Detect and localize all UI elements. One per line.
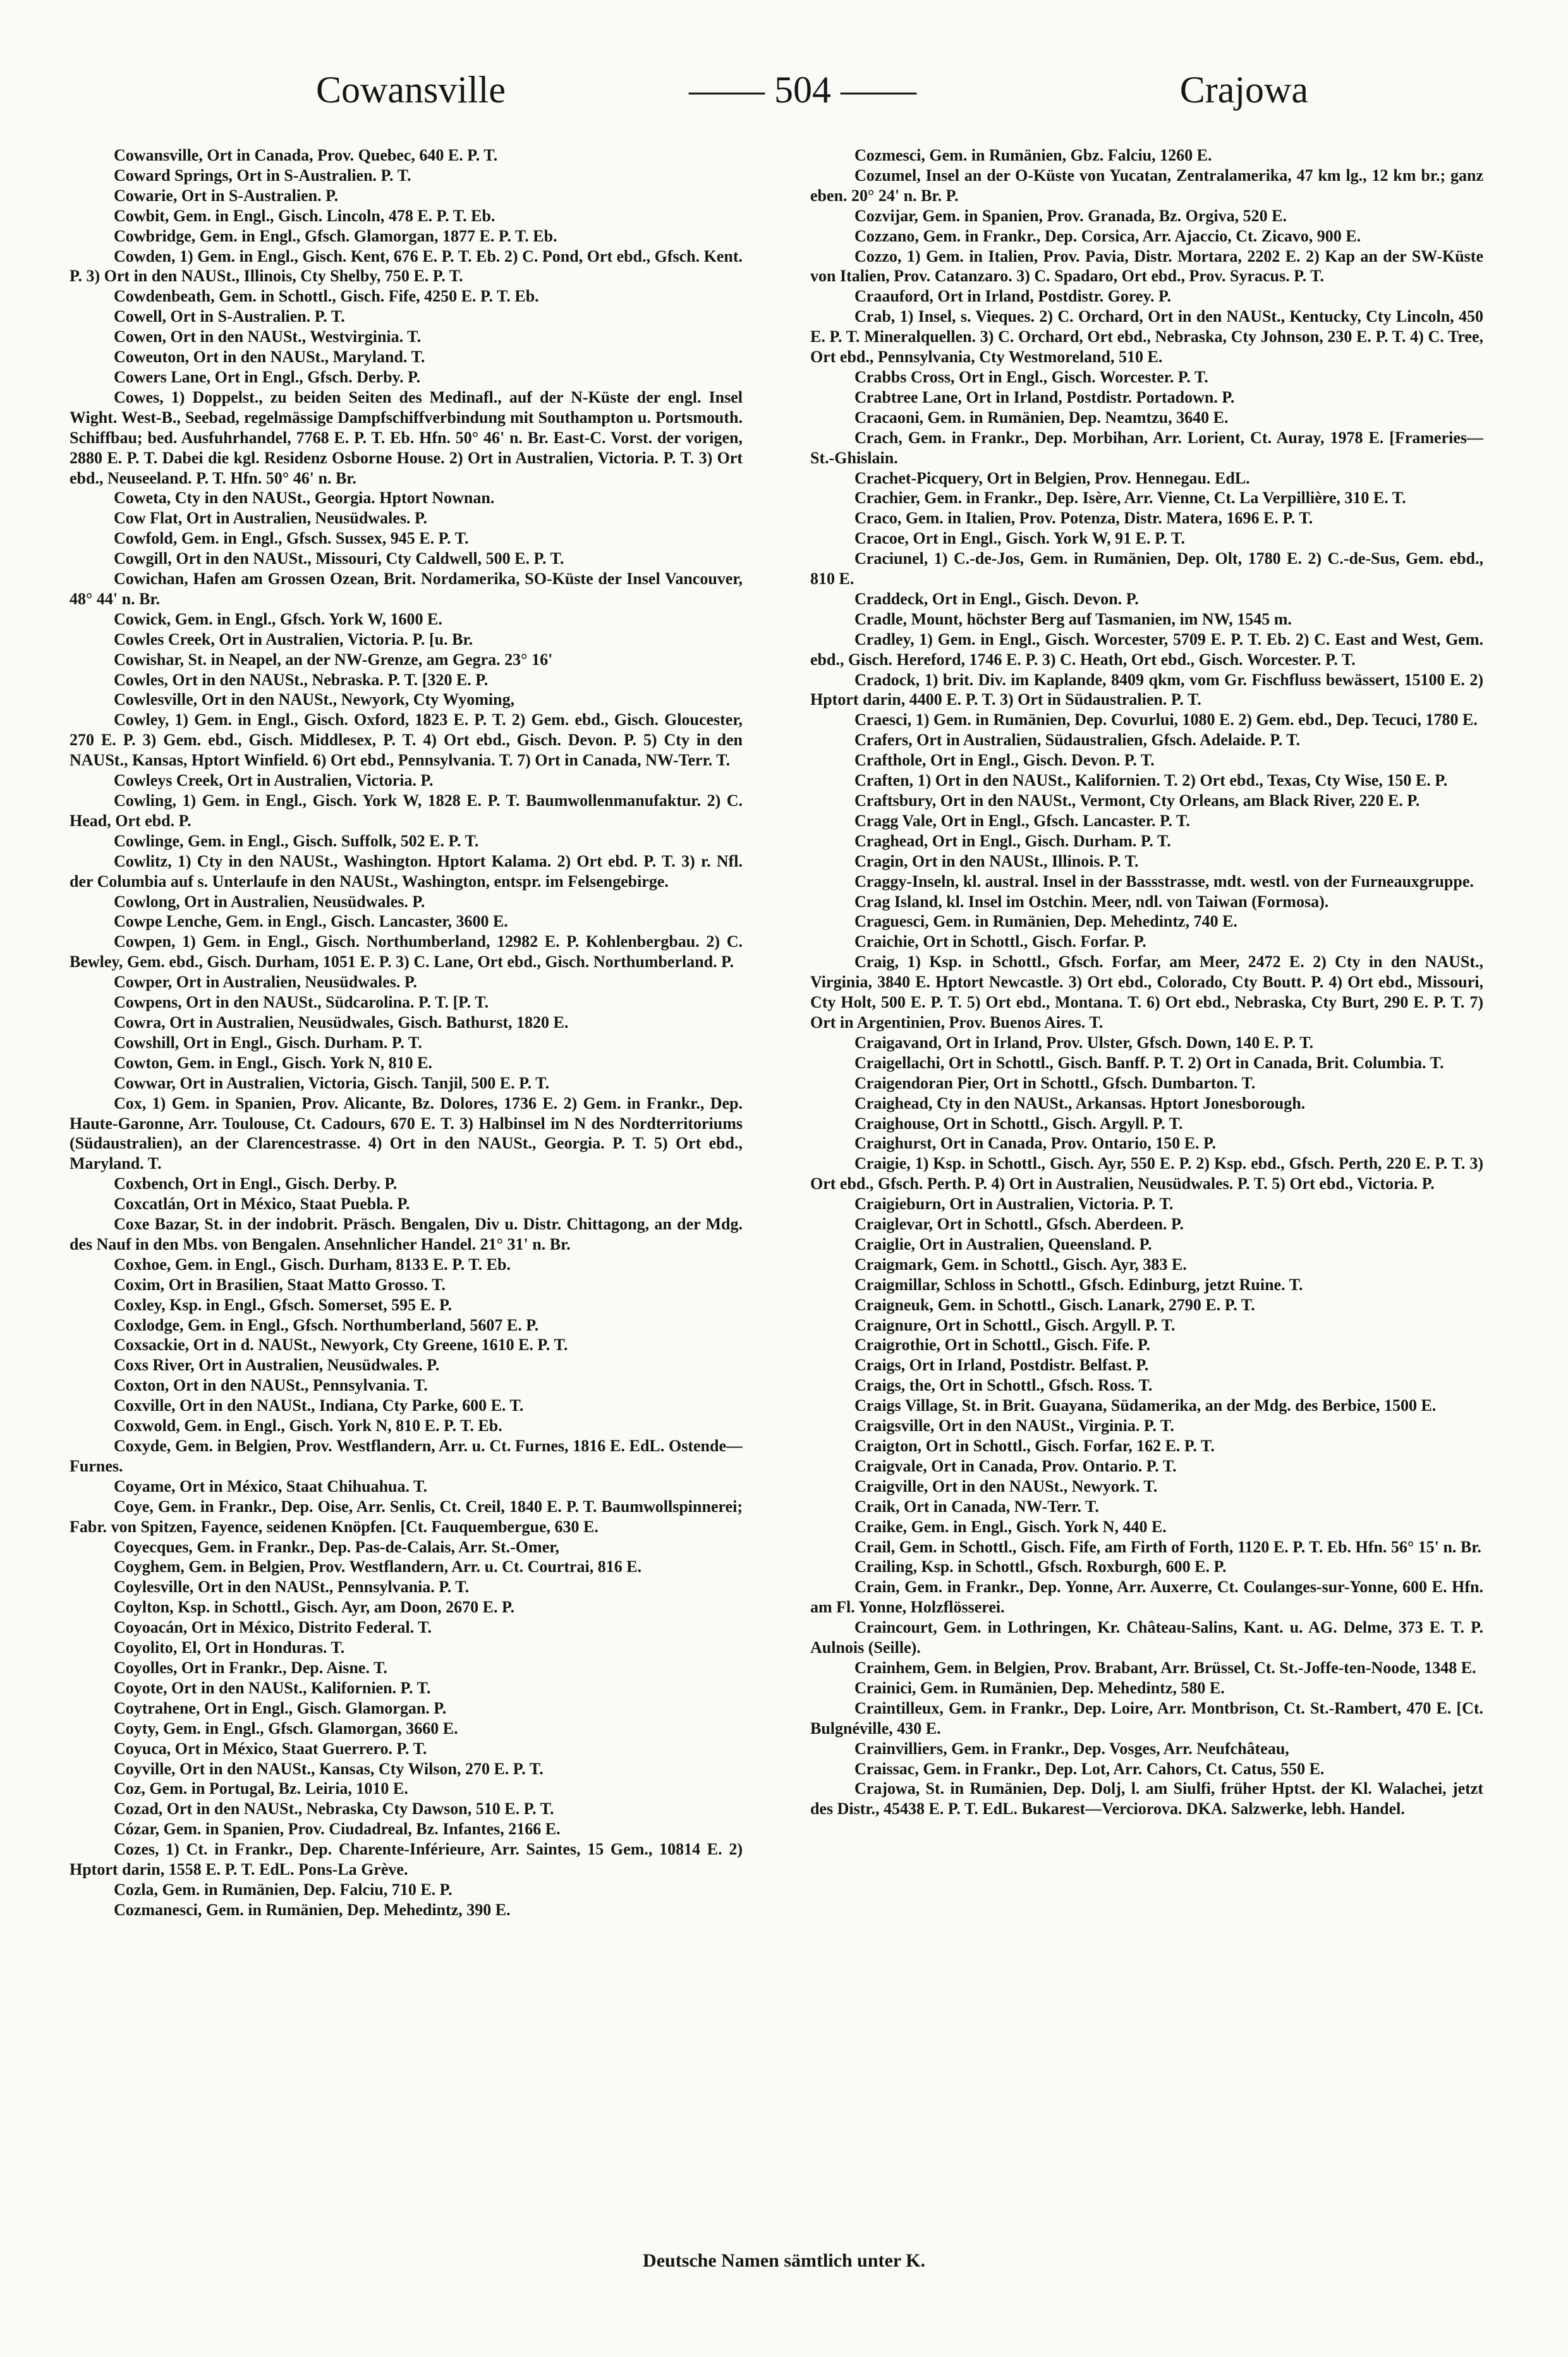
entry: Coyolito, El, Ort in Honduras. T. — [114, 1638, 345, 1657]
entry: Cowden, 1) Gem. in Engl., Gisch. Kent, 676 E. P. T. Eb. 2) C. Pond, Ort ebd., Gfsch. Kent. P. 3) Ort in den NAUSt., Illinois, Cty Shelby, 750 E. P. T. — [70, 247, 743, 286]
entry: Coxville, Ort in den NAUSt., Indiana, Cty Parke, 600 E. T. — [114, 1396, 524, 1415]
entry: Craig, 1) Ksp. in Schottl., Gfsch. Forfar, am Meer, 2472 E. 2) Cty in den NAUSt., Virginia, 3840 E. Hptort Newcastle. 3) Ort ebd., Colorado, Cty Boutt. P. 4) Ort ebd., Missouri, Cty Holt, 500 E. P. T. 5) Ort ebd., Montana. T. 6) Ort ebd., Nebraska, Cty Burt, 290 E. P. T. 7) Ort in Argentinien, Prov. Buenos Aires. T. — [810, 953, 1483, 1032]
entry: Craftsbury, Ort in den NAUSt., Vermont, Cty Orleans, am Black River, 220 E. P. — [854, 791, 1420, 810]
entry: Crab, 1) Insel, s. Vieques. 2) C. Orchard, Ort in den NAUSt., Kentucky, Cty Lincoln, 450 E. P. T. Mineralquellen. 3) C. Orchard, Ort ebd., Nebraska, Cty Johnson, 230 E. P. T. 4) C. Tree, Ort ebd., Pennsylvania, Cty Westmoreland, 510 E. — [810, 307, 1483, 367]
entry: Coz, Gem. in Portugal, Bz. Leiria, 1010 E. — [114, 1779, 408, 1798]
entry: Craighurst, Ort in Canada, Prov. Ontario, 150 E. P. — [854, 1134, 1217, 1153]
entry: Craigs Village, St. in Brit. Guayana, Südamerika, an der Mdg. des Berbice, 1500 E. — [854, 1396, 1437, 1415]
entry: Cozvijar, Gem. in Spanien, Prov. Granada, Bz. Orgiva, 520 E. — [854, 206, 1287, 225]
entry: Craauford, Ort in Irland, Postdistr. Gorey. P. — [854, 287, 1172, 306]
entry: Coward Springs, Ort in S-Australien. P. T. — [114, 166, 411, 185]
entry: Craigville, Ort in den NAUSt., Newyork. T. — [854, 1477, 1158, 1495]
entry: Craintilleux, Gem. in Frankr., Dep. Loire, Arr. Montbrison, Ct. St.-Rambert, 470 E. [Ct. Bulgnéville, 430 E. — [810, 1698, 1483, 1738]
entry: Coylesville, Ort in den NAUSt., Pennsylvania. P. T. — [114, 1578, 470, 1597]
entry: Cozmanesci, Gem. in Rumänien, Dep. Mehedintz, 390 E. — [114, 1900, 511, 1919]
entry: Coxim, Ort in Brasilien, Staat Matto Grosso. T. — [114, 1275, 446, 1294]
entry: Cowra, Ort in Australien, Neusüdwales, Gisch. Bathurst, 1820 E. — [114, 1013, 569, 1032]
entry: Craesci, 1) Gem. in Rumänien, Dep. Covurlui, 1080 E. 2) Gem. ebd., Dep. Tecuci, 1780 E. — [854, 710, 1478, 729]
entry: Craike, Gem. in Engl., Gisch. York N, 440 E. — [854, 1517, 1167, 1536]
entry: Cowichan, Hafen am Grossen Ozean, Brit. Nordamerika, SO-Küste der Insel Vancouver, 48° 44' n. Br. — [70, 569, 743, 608]
entry: Craissac, Gem. in Frankr., Dep. Lot, Arr. Cahors, Ct. Catus, 550 E. — [854, 1759, 1325, 1778]
entry: Coxbench, Ort in Engl., Gisch. Derby. P. — [114, 1174, 398, 1193]
entry: Cowlesville, Ort in den NAUSt., Newyork, Cty Wyoming, — [114, 690, 515, 709]
entry: Cowfold, Gem. in Engl., Gfsch. Sussex, 945 E. P. T. — [114, 529, 469, 548]
entry: Craiglevar, Ort in Schottl., Gfsch. Aberdeen. P. — [854, 1215, 1184, 1234]
entry: Coxe Bazar, St. in der indobrit. Präsch. Bengalen, Div u. Distr. Chittagong, an der Mdg. des Nauf in den Mbs. von Bengalen. Ansehnlicher Handel. 21° 31' n. Br. — [70, 1215, 743, 1253]
entry: Crajowa, St. in Rumänien, Dep. Dolj, l. am Siulfi, früher Hptst. der Kl. Walachei, jetzt des Distr., 45438 E. P. T. EdL. Bukarest—Verciorova. DKA. Salzwerke, lebh. Handel. — [810, 1779, 1483, 1818]
entry: Craguesci, Gem. in Rumänien, Dep. Mehedintz, 740 E. — [854, 912, 1237, 931]
entry: Crafthole, Ort in Engl., Gisch. Devon. P. T. — [854, 751, 1155, 770]
entry: Cozad, Ort in den NAUSt., Nebraska, Cty Dawson, 510 E. P. T. — [114, 1800, 554, 1818]
entry: Coyville, Ort in den NAUSt., Kansas, Cty Wilson, 270 E. P. T. — [114, 1759, 544, 1778]
entry: Crainici, Gem. in Rumänien, Dep. Mehedintz, 580 E. — [854, 1678, 1225, 1697]
entry: Crag Island, kl. Insel im Ostchin. Meer, ndl. von Taiwan (Formosa). — [854, 892, 1329, 911]
entry: Craigmillar, Schloss in Schottl., Gfsch. Edinburg, jetzt Ruine. T. — [854, 1275, 1303, 1294]
page-footer-note: Deutsche Namen sämtlich unter K. — [643, 2250, 925, 2271]
entry: Cradle, Mount, höchster Berg auf Tasmanien, im NW, 1545 m. — [854, 609, 1292, 628]
entry: Coxhoe, Gem. in Engl., Gisch. Durham, 8133 E. P. T. Eb. — [114, 1255, 511, 1274]
entry: Cowling, 1) Gem. in Engl., Gisch. York W, 1828 E. P. T. Baumwollenmanufaktur. 2) C. Head, Ort ebd. P. — [70, 791, 743, 830]
entry: Craigavand, Ort in Irland, Prov. Ulster, Gfsch. Down, 140 E. P. T. — [854, 1033, 1314, 1052]
entry: Crainhem, Gem. in Belgien, Prov. Brabant, Arr. Brüssel, Ct. St.-Joffe-ten-Noode, 1348 E. — [854, 1658, 1476, 1677]
entry: Cowishar, St. in Neapel, an der NW-Grenze, am Gegra. 23° 16' — [114, 650, 553, 669]
entry: Crainvilliers, Gem. in Frankr., Dep. Vosges, Arr. Neufchâteau, — [854, 1739, 1289, 1758]
entry: Coyolles, Ort in Frankr., Dep. Aisne. T. — [114, 1658, 387, 1677]
header-last-entry: Crajowa — [1179, 69, 1308, 111]
entry: Cowarie, Ort in S-Australien. P. — [114, 186, 339, 205]
entry: Cowley, 1) Gem. in Engl., Gisch. Oxford, 1823 E. P. T. 2) Gem. ebd., Gisch. Gloucester, 270 E. P. 3) Gem. ebd., Gisch. Middlesex, P. T. 4) Ort ebd., Gisch. Devon. P. 5) Cty in den NAUSt., Kansas, Hptort Winfield. 6) Ort ebd., Pennsylvania. T. 7) Ort in Canada, NW-Terr. T. — [70, 710, 743, 770]
entry: Crachet-Picquery, Ort in Belgien, Prov. Hennegau. EdL. — [854, 468, 1250, 487]
entry: Cradock, 1) brit. Div. im Kaplande, 8409 qkm, vom Gr. Fischfluss bewässert, 15100 E. 2) Hptort darin, 4400 E. P. T. 3) Ort in Südaustralien. P. T. — [810, 670, 1483, 709]
entry: Craigs, the, Ort in Schottl., Gfsch. Ross. T. — [854, 1376, 1153, 1395]
entry: Craiglie, Ort in Australien, Queensland. P. — [854, 1234, 1152, 1253]
left-column — [70, 145, 743, 2231]
entry: Cozzano, Gem. in Frankr., Dep. Corsica, Arr. Ajaccio, Ct. Zicavo, 900 E. — [854, 226, 1361, 245]
entry: Coxton, Ort in den NAUSt., Pennsylvania. T. — [114, 1376, 428, 1395]
entry: Crach, Gem. in Frankr., Dep. Morbihan, Arr. Lorient, Ct. Auray, 1978 E. [Frameries—St.-Ghislain. — [810, 428, 1483, 467]
entry: Cow Flat, Ort in Australien, Neusüdwales. P. — [114, 509, 427, 528]
entry: Cowpen, 1) Gem. in Engl., Gisch. Northumberland, 12982 E. P. Kohlenbergbau. 2) C. Bewley, Gem. ebd., Gisch. Durham, 1051 E. P. 3) C. Lane, Ort ebd., Gisch. Northumberland. P. — [70, 932, 743, 971]
entry: Crafers, Ort in Australien, Südaustralien, Gfsch. Adelaide. P. T. — [854, 731, 1301, 750]
entry: Craigs, Ort in Irland, Postdistr. Belfast. P. — [854, 1356, 1149, 1375]
entry: Craco, Gem. in Italien, Prov. Potenza, Distr. Matera, 1696 E. P. T. — [854, 509, 1313, 528]
entry: Craigendoran Pier, Ort in Schottl., Gfsch. Dumbarton. T. — [854, 1073, 1256, 1092]
entry: Cózar, Gem. in Spanien, Prov. Ciudadreal, Bz. Infantes, 2166 E. — [114, 1820, 561, 1839]
entry: Coxley, Ksp. in Engl., Gfsch. Somerset, 595 E. P. — [114, 1295, 452, 1314]
entry: Craigvale, Ort in Canada, Prov. Ontario. P. T. — [854, 1456, 1177, 1475]
entry: Crain, Gem. in Frankr., Dep. Yonne, Arr. Auxerre, Ct. Coulanges-sur-Yonne, 600 E. Hfn. am Fl. Yonne, Holzflösserei. — [810, 1578, 1483, 1617]
entry: Cradley, 1) Gem. in Engl., Gisch. Worcester, 5709 E. P. T. Eb. 2) C. East and West, Gem. ebd., Gisch. Hereford, 1746 E. P. 3) C. Heath, Ort ebd., Gisch. Worcester. P. T. — [810, 630, 1483, 669]
entry: Cozla, Gem. in Rumänien, Dep. Falciu, 710 E. P. — [114, 1880, 453, 1899]
entry: Coxs River, Ort in Australien, Neusüdwales. P. — [114, 1356, 440, 1375]
entry: Craften, 1) Ort in den NAUSt., Kalifornien. T. 2) Ort ebd., Texas, Cty Wise, 150 E. P. — [854, 771, 1448, 790]
entry: Cowers Lane, Ort in Engl., Gfsch. Derby. P. — [114, 367, 421, 386]
entry: Cracoe, Ort in Engl., Gisch. York W, 91 E. P. T. — [854, 529, 1185, 548]
entry: Cozes, 1) Ct. in Frankr., Dep. Charente-Inférieure, Arr. Saintes, 15 Gem., 10814 E. 2) Hptort darin, 1558 E. P. T. EdL. Pons-La Grève. — [70, 1840, 743, 1879]
entry: Cowdenbeath, Gem. in Schottl., Gisch. Fife, 4250 E. P. T. Eb. — [114, 287, 539, 306]
entry: Cowes, 1) Doppelst., zu beiden Seiten des Medinafl., auf der N-Küste der engl. Insel Wight. West-B., Seebad, regelmässige Dampfschiffverbindung mit Southampton u. Portsmouth. Schiffbau; bed. Ausfuhrhandel, 7768 E. P. T. Eb. Hfn. 50° 46' n. Br. East-C. Vorst. der vorigen, 2880 E. P. T. Dabei die kgl. Residenz Osborne House. 2) Ort in Australien, Victoria. P. T. 3) Ort ebd., Neuseeland. P. T. Hfn. 50° 46' n. Br. — [70, 387, 743, 487]
entry: Cowell, Ort in S-Australien. P. T. — [114, 307, 345, 326]
entry: Cowles Creek, Ort in Australien, Victoria. P. [u. Br. — [114, 630, 473, 649]
entry: Coyty, Gem. in Engl., Gfsch. Glamorgan, 3660 E. — [114, 1719, 458, 1738]
entry: Cowgill, Ort in den NAUSt., Missouri, Cty Caldwell, 500 E. P. T. — [114, 549, 564, 568]
entry: Cowwar, Ort in Australien, Victoria, Gisch. Tanjil, 500 E. P. T. — [114, 1073, 550, 1092]
entry: Cozmesci, Gem. in Rumänien, Gbz. Falciu, 1260 E. — [854, 146, 1212, 164]
right-column — [810, 145, 1483, 2231]
entry: Coylton, Ksp. in Schottl., Gisch. Ayr, am Doon, 2670 E. P. — [114, 1598, 514, 1617]
entry: Crabtree Lane, Ort in Irland, Postdistr. Portadown. P. — [854, 387, 1235, 406]
entry: Coyame, Ort in México, Staat Chihuahua. T. — [114, 1477, 427, 1495]
entry: Cowpens, Ort in den NAUSt., Südcarolina. P. T. [P. T. — [114, 993, 489, 1012]
entry: Cowshill, Ort in Engl., Gisch. Durham. P. T. — [114, 1033, 422, 1052]
entry: Crailing, Ksp. in Schottl., Gfsch. Roxburgh, 600 E. P. — [854, 1557, 1227, 1576]
entry: Craincourt, Gem. in Lothringen, Kr. Château-Salins, Kant. u. AG. Delme, 373 E. T. P. Aulnois (Seille). — [810, 1618, 1483, 1657]
entry: Cragin, Ort in den NAUSt., Illinois. P. T. — [854, 851, 1139, 870]
page-number: —— 504 —— — [689, 69, 916, 111]
entry: Craggy-Inseln, kl. austral. Insel in der Bassstrasse, mdt. westl. von der Furneauxgruppe. — [854, 872, 1474, 891]
entry: Cowen, Ort in den NAUSt., Westvirginia. T. — [114, 327, 422, 346]
entry: Coyote, Ort in den NAUSt., Kalifornien. P. T. — [114, 1678, 431, 1697]
entry: Coytrahene, Ort in Engl., Gisch. Glamorgan. P. — [114, 1698, 447, 1717]
entry: Craigie, 1) Ksp. in Schottl., Gisch. Ayr, 550 E. P. 2) Ksp. ebd., Gfsch. Perth, 220 E. P. T. 3) Ort ebd., Gfsch. Perth. P. 4) Ort in Australien, Neusüdwales. P. T. 5) Ort ebd., Victoria. P. — [810, 1154, 1483, 1193]
entry: Craciunel, 1) C.-de-Jos, Gem. in Rumänien, Dep. Olt, 1780 E. 2) C.-de-Sus, Gem. ebd., 810 E. — [810, 549, 1483, 588]
entry: Crabbs Cross, Ort in Engl., Gisch. Worcester. P. T. — [854, 367, 1208, 386]
entry: Cowton, Gem. in Engl., Gisch. York N, 810 E. — [114, 1053, 432, 1072]
entry: Coweta, Cty in den NAUSt., Georgia. Hptort Nownan. — [114, 489, 495, 508]
entry: Coxsackie, Ort in d. NAUSt., Newyork, Cty Greene, 1610 E. P. T. — [114, 1336, 568, 1355]
entry: Crachier, Gem. in Frankr., Dep. Isère, Arr. Vienne, Ct. La Verpillière, 310 E. T. — [854, 489, 1406, 508]
entry: Craddeck, Ort in Engl., Gisch. Devon. P. — [854, 589, 1139, 608]
entry: Cowles, Ort in den NAUSt., Nebraska. P. T. [320 E. P. — [114, 670, 489, 689]
entry: Cozzo, 1) Gem. in Italien, Prov. Pavia, Distr. Mortara, 2202 E. 2) Kap an der SW-Küste von Italien, Prov. Catanzaro. 3) C. Spadaro, Ort ebd., Prov. Syracus. P. T. — [810, 247, 1483, 286]
entry: Cragg Vale, Ort in Engl., Gfsch. Lancaster. P. T. — [854, 811, 1190, 830]
entry: Craighouse, Ort in Schottl., Gisch. Argyll. P. T. — [854, 1114, 1183, 1133]
header-first-entry: Cowansville — [316, 69, 506, 111]
entry: Crail, Gem. in Schottl., Gisch. Fife, am Firth of Forth, 1120 E. P. T. Eb. Hfn. 56° 15' n. Br. — [854, 1537, 1481, 1556]
entry: Craik, Ort in Canada, NW-Terr. T. — [854, 1497, 1099, 1516]
entry: Cozumel, Insel an der O-Küste von Yucatan, Zentralamerika, 47 km lg., 12 km br.; ganz eben. 20° 24' n. Br. P. — [810, 166, 1483, 205]
entry: Craighead, Cty in den NAUSt., Arkansas. Hptort Jonesborough. — [854, 1093, 1306, 1112]
entry: Craghead, Ort in Engl., Gisch. Durham. P. T. — [854, 831, 1171, 850]
entry: Craigton, Ort in Schottl., Gisch. Forfar, 162 E. P. T. — [854, 1437, 1215, 1455]
entry: Craigrothie, Ort in Schottl., Gisch. Fife. P. — [854, 1336, 1150, 1355]
entry: Cowbridge, Gem. in Engl., Gfsch. Glamorgan, 1877 E. P. T. Eb. — [114, 226, 557, 245]
entry: Coxcatlán, Ort in México, Staat Puebla. P. — [114, 1195, 410, 1214]
entry: Cowpe Lenche, Gem. in Engl., Gisch. Lancaster, 3600 E. — [114, 912, 508, 931]
entry: Cowlong, Ort in Australien, Neusüdwales. P. — [114, 892, 425, 911]
entry: Coxlodge, Gem. in Engl., Gfsch. Northumberland, 5607 E. P. — [114, 1315, 539, 1334]
entry: Cowansville, Ort in Canada, Prov. Quebec, 640 E. P. T. — [114, 146, 498, 164]
entry: Craigellachi, Ort in Schottl., Gisch. Banff. P. T. 2) Ort in Canada, Brit. Columbia. T. — [854, 1053, 1444, 1072]
entry: Coyecques, Gem. in Frankr., Dep. Pas-de-Calais, Arr. St.-Omer, — [114, 1537, 559, 1556]
entry: Craigsville, Ort in den NAUSt., Virginia. P. T. — [854, 1416, 1174, 1435]
entry: Cowlitz, 1) Cty in den NAUSt., Washington. Hptort Kalama. 2) Ort ebd. P. T. 3) r. Nfl. der Columbia auf s. Unterlaufe in den NAUSt., Washington, entspr. im Felsengebirge. — [70, 851, 743, 891]
entry: Coxwold, Gem. in Engl., Gisch. York N, 810 E. P. T. Eb. — [114, 1416, 502, 1435]
entry: Cox, 1) Gem. in Spanien, Prov. Alicante, Bz. Dolores, 1736 E. 2) Gem. in Frankr., Dep. Haute-Garonne, Arr. Toulouse, Ct. Cadours, 670 E. T. 3) Halbinsel im N des Nordterritoriums (Südaustralien), an der Clarencestrasse. 4) Ort in den NAUSt., Georgia. P. T. 5) Ort ebd., Maryland. T. — [70, 1093, 743, 1173]
entry: Cowick, Gem. in Engl., Gfsch. York W, 1600 E. — [114, 609, 442, 628]
entry: Craigneuk, Gem. in Schottl., Gisch. Lanark, 2790 E. P. T. — [854, 1295, 1255, 1314]
entry: Coyuca, Ort in México, Staat Guerrero. P. T. — [114, 1739, 427, 1758]
entry: Coyghem, Gem. in Belgien, Prov. Westflandern, Arr. u. Ct. Courtrai, 816 E. — [114, 1557, 642, 1576]
entry: Cracaoni, Gem. in Rumänien, Dep. Neamtzu, 3640 E. — [854, 408, 1229, 427]
entry: Cowper, Ort in Australien, Neusüdwales. P. — [114, 973, 417, 992]
entry: Coye, Gem. in Frankr., Dep. Oise, Arr. Senlis, Ct. Creil, 1840 E. P. T. Baumwollspinnerei; Fabr. von Spitzen, Fayence, seidenen Knöpfen. [Ct. Fauquembergue, 630 E. — [70, 1497, 743, 1536]
entry: Craigmark, Gem. in Schottl., Gisch. Ayr, 383 E. — [854, 1255, 1187, 1274]
entry: Cowlinge, Gem. in Engl., Gisch. Suffolk, 502 E. P. T. — [114, 831, 479, 850]
entry: Coweuton, Ort in den NAUSt., Maryland. T. — [114, 348, 425, 367]
page-header — [265, 63, 1308, 126]
entry: Craigieburn, Ort in Australien, Victoria. P. T. — [854, 1195, 1174, 1214]
entry: Craignure, Ort in Schottl., Gisch. Argyll. P. T. — [854, 1315, 1176, 1334]
entry: Cowleys Creek, Ort in Australien, Victoria. P. — [114, 771, 434, 790]
entry: Coxyde, Gem. in Belgien, Prov. Westflandern, Arr. u. Ct. Furnes, 1816 E. EdL. Ostende—Furnes. — [70, 1437, 743, 1475]
entry: Cowbit, Gem. in Engl., Gisch. Lincoln, 478 E. P. T. Eb. — [114, 206, 495, 225]
entry: Craichie, Ort in Schottl., Gisch. Forfar. P. — [854, 932, 1146, 951]
entry: Coyoacán, Ort in México, Distrito Federal. T. — [114, 1618, 432, 1637]
